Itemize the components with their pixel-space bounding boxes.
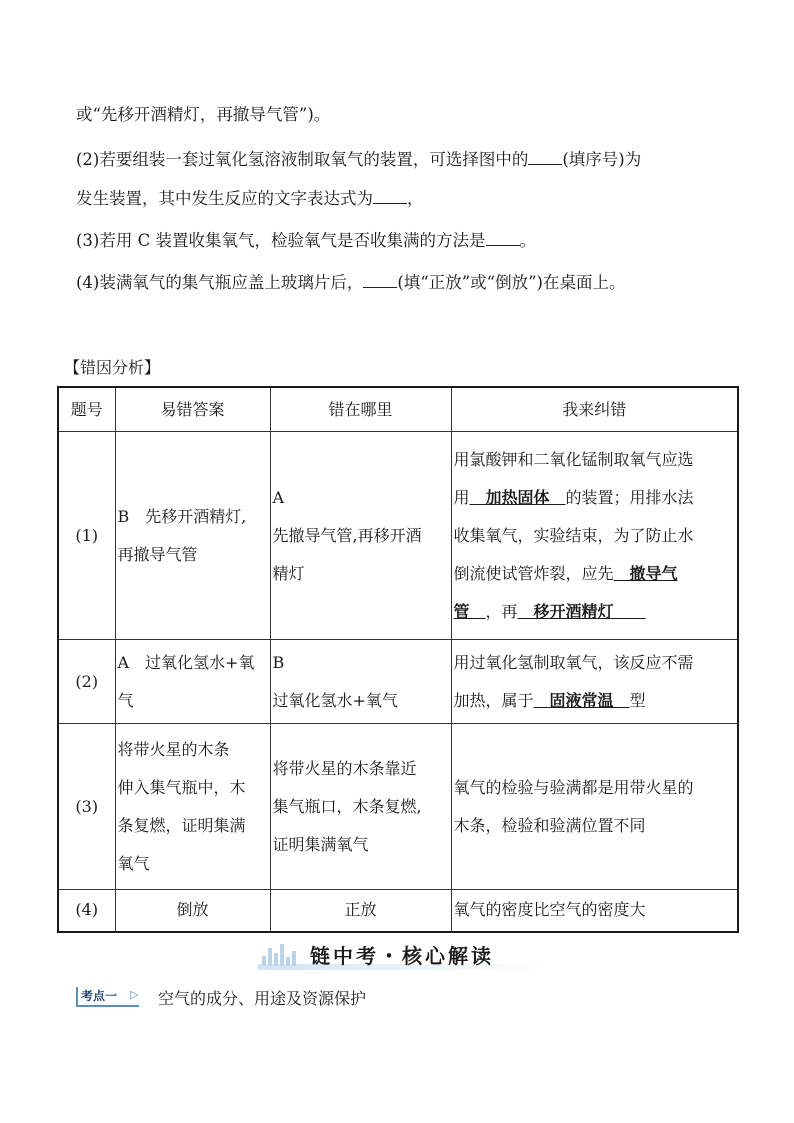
answer-key: 固液常温 — [533, 690, 630, 710]
question-line-1: 或“先移开酒精灯，再撤导气管”)。 — [76, 105, 331, 124]
answer-key: 管 — [453, 601, 486, 621]
answer-blank[interactable] — [363, 272, 397, 288]
row-number: (3) — [58, 724, 115, 890]
key-point-title: 空气的成分、用途及资源保护 — [158, 989, 367, 1008]
mistake-cell: B 过氧化氢水+氧气 — [270, 640, 451, 724]
section-heading: 【错因分析】 — [64, 358, 161, 377]
header-number: 题号 — [58, 387, 115, 432]
correction-cell: 用过氧化氢制取氧气，该反应不需 加热，属于 固液常温 型 — [451, 640, 738, 724]
mistake-cell: A 先撤导气管,再移开酒 精灯 — [270, 432, 451, 640]
mistake-cell: 正放 — [270, 890, 451, 932]
row-number: (2) — [58, 640, 115, 724]
key-point-tag: 考点一 — [76, 987, 139, 1007]
wrong-answer-cell: B 先移开酒精灯, 再撤导气管 — [115, 432, 270, 640]
wrong-answer-cell: A 过氧化氢水+氧 气 — [115, 640, 270, 724]
error-analysis-table — [57, 386, 739, 933]
table-header-row — [58, 387, 738, 432]
answer-blank[interactable] — [528, 149, 562, 165]
table-row — [58, 890, 738, 932]
table-row — [58, 432, 738, 640]
question-2-line-1: (2)若要组装一套过氧化氢溶液制取氧气的装置，可选择图中的 (填序号)为 — [76, 150, 642, 169]
correction-cell: 氧气的密度比空气的密度大 — [451, 890, 738, 932]
row-number: (4) — [58, 890, 115, 932]
table-row — [58, 640, 738, 724]
wrong-answer-cell: 倒放 — [115, 890, 270, 932]
table-row — [58, 724, 738, 890]
answer-key: 移开酒精灯 — [517, 601, 646, 621]
answer-key: 撤导气 — [613, 563, 678, 583]
question-4: (4)装满氧气的集气瓶应盖上玻璃片后， (填“正放”或“倒放”)在桌面上。 — [76, 273, 626, 292]
answer-blank[interactable] — [373, 188, 407, 204]
header-mistake: 错在哪里 — [270, 387, 451, 432]
banner-title: 链中考・核心解读 — [310, 944, 494, 968]
section-banner — [258, 938, 544, 972]
header-correction: 我来纠错 — [451, 387, 738, 432]
wrong-answer-cell: 将带火星的木条 伸入集气瓶中，木 条复燃，证明集满 氧气 — [115, 724, 270, 890]
row-number: (1) — [58, 432, 115, 640]
play-arrow-icon: ▷ — [130, 988, 139, 1001]
correction-cell: 用氯酸钾和二氧化锰制取氧气应选 用 加热固体 的装置；用排水法 收集氧气，实验结束，为了防止水 倒流使试管炸裂，应先 撤导气 管 ，再 移开酒精灯 — [451, 432, 738, 640]
answer-key: 加热固体 — [469, 487, 566, 507]
mistake-cell: 将带火星的木条靠近 集气瓶口，木条复燃, 证明集满氧气 — [270, 724, 451, 890]
answer-blank[interactable] — [486, 230, 520, 246]
header-wrong-answer: 易错答案 — [115, 387, 270, 432]
question-2-line-2: 发生装置，其中发生反应的文字表达式为 ， — [76, 189, 424, 208]
correction-cell: 氧气的检验与验满都是用带火星的 木条，检验和验满位置不同 — [451, 724, 738, 890]
question-3: (3)若用 C 装置收集氧气，检验氧气是否收集满的方法是 。 — [76, 231, 536, 250]
